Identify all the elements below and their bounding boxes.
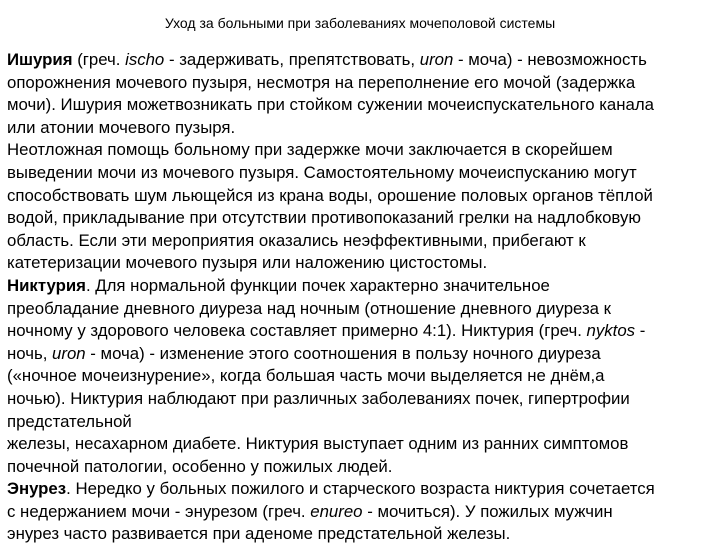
text-line: выведении мочи из мочевого пузыря. Самостоятельному мочеиспусканию могут xyxy=(7,162,637,182)
slide-body-text xyxy=(7,49,719,546)
text-line xyxy=(7,275,719,298)
text-line: ночью). Никтурия наблюдают при различных заболеваниях почек, гипертрофии xyxy=(7,388,630,408)
text-line: предстательной xyxy=(7,411,132,431)
text-line: преобладание дневного диуреза над ночным (отношение дневного диуреза к xyxy=(7,298,612,318)
text-line xyxy=(7,320,719,343)
text-line: опорожнения мочевого пузыря, несмотря на переполнение его мочой (задержка xyxy=(7,72,636,92)
text-fragment: - моча) - невозможность xyxy=(453,50,647,69)
slide-title: Уход за больными при заболеваниях мочеполовой системы xyxy=(164,15,556,31)
text-fragment: - xyxy=(635,321,646,341)
text-line xyxy=(7,501,719,524)
text-line xyxy=(7,343,719,366)
text-line: водой, прикладывание при отсутствии противопоказаний грелки на надлобковую xyxy=(7,208,641,228)
text-line: энурез часто развивается при аденоме предстательной железы. xyxy=(7,524,511,544)
text-line: катетеризации мочевого пузыря или наложению цистостомы. xyxy=(7,253,488,273)
text-line: почечной патологии, особенно у пожилых людей. xyxy=(7,456,393,476)
text-fragment: с недержанием мочи - энурезом (греч. xyxy=(7,501,311,521)
greek-word: enureo xyxy=(310,501,363,521)
term-nocturia: Никтурия xyxy=(7,275,86,295)
text-line xyxy=(7,478,719,501)
text-line: область. Если эти мероприятия оказались неэффективными, прибегают к xyxy=(7,230,586,250)
text-fragment: ночному у здорового человека составляет примерно 4:1). Никтурия (греч. xyxy=(7,321,587,341)
text-line: или атонии мочевого пузыря. xyxy=(7,117,236,137)
greek-word: ischo xyxy=(125,50,165,69)
text-fragment: ночь, xyxy=(7,343,53,363)
greek-word: nyktos xyxy=(586,321,636,341)
text-fragment: - задерживать, препятствовать, xyxy=(164,50,420,69)
text-line: способствовать шум льющейся из крана воды, орошение половых органов тёплой xyxy=(7,185,653,205)
text-line: Неотложная помощь больному при задержке мочи заключается в скорейшем xyxy=(7,140,613,160)
term-enuresis: Энурез xyxy=(7,479,67,499)
text-fragment: (греч. xyxy=(72,50,126,69)
greek-word: uron xyxy=(419,50,454,69)
term-ischuria: Ишурия xyxy=(7,50,73,69)
text-fragment: - моча) - изменение этого соотношения в пользу ночного диуреза xyxy=(85,343,601,363)
greek-word: uron xyxy=(52,343,86,363)
text-fragment: . Нередко у больных пожилого и старческого возраста никтурия сочетается xyxy=(66,479,655,499)
text-line xyxy=(7,49,719,72)
text-line: мочи). Ишурия можетвозникать при стойком сужении мочеиспускательного канала xyxy=(7,95,654,115)
text-fragment: - мочиться). У пожилых мужчин xyxy=(362,501,613,521)
text-fragment: . Для нормальной функции почек характерно значительное xyxy=(85,275,550,295)
text-line: железы, несахарном диабете. Никтурия выступает одним из ранних симптомов xyxy=(7,434,629,454)
text-line: («ночное мочеизнурение», когда большая часть мочи выделяется не днём,а xyxy=(7,366,605,386)
